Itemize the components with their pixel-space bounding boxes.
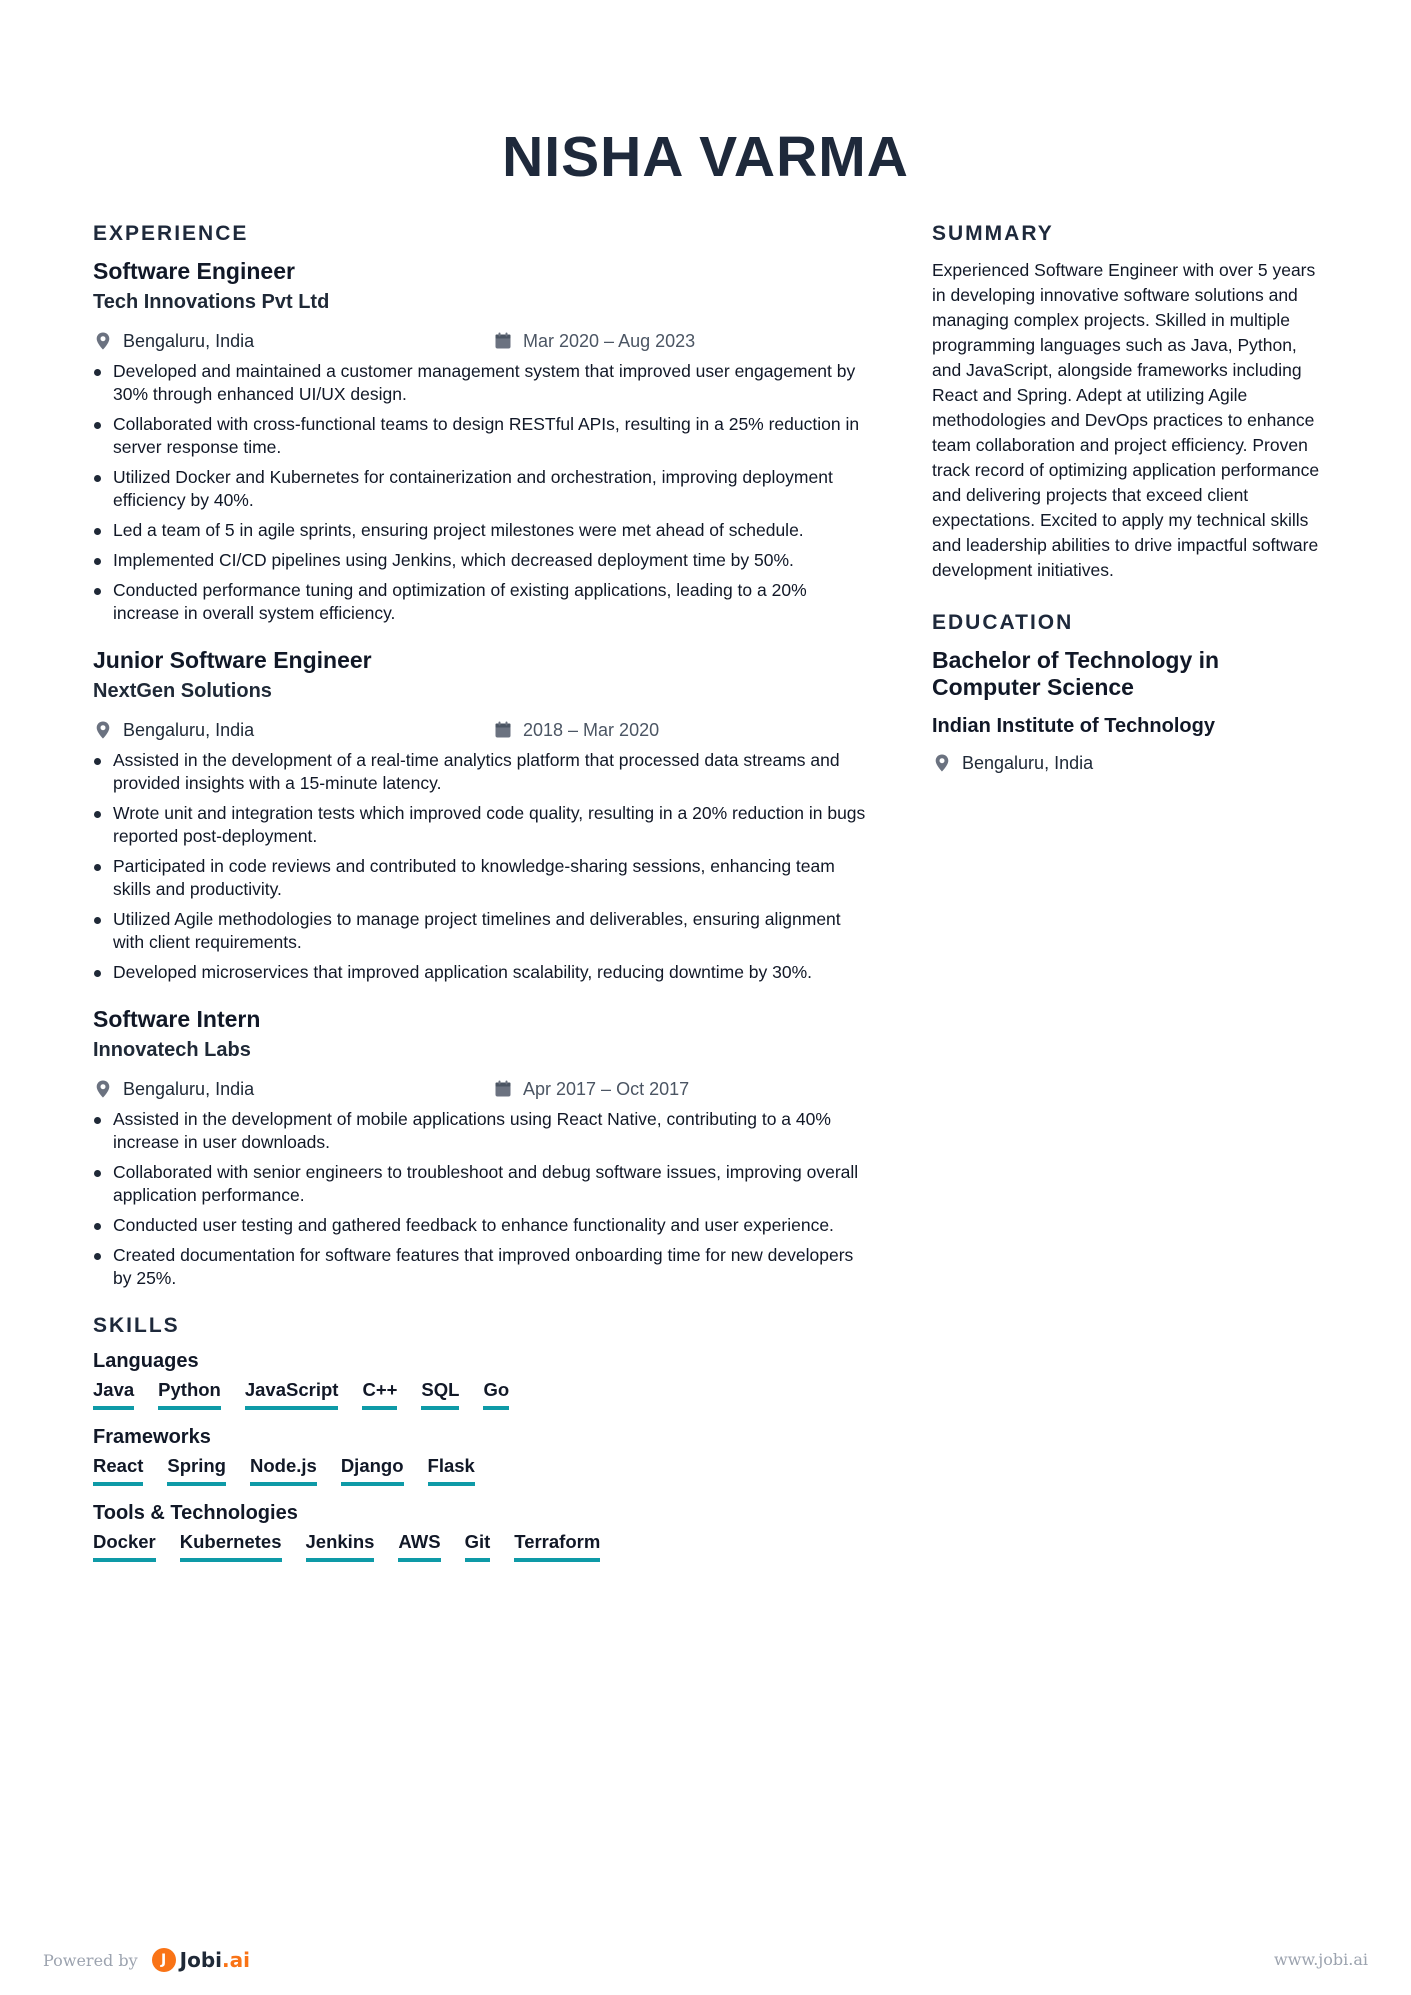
education-school: Indian Institute of Technology	[932, 715, 1215, 737]
location-pin-icon	[93, 331, 113, 351]
job-dates-text: Apr 2017 – Oct 2017	[523, 1078, 690, 1099]
job-company: Innovatech Labs	[93, 1039, 251, 1061]
job-bullet: Assisted in the development of a real-time analytics platform that processed data streams and provided insights with a 15-minute latency.	[93, 749, 873, 795]
skill-tag: Git	[465, 1531, 491, 1562]
education-degree: Bachelor of Technology in Computer Science	[932, 647, 1220, 700]
skill-tags	[93, 1531, 873, 1562]
skill-tag: Terraform	[514, 1531, 600, 1562]
skill-tag: React	[93, 1455, 143, 1486]
powered-by-text: Powered by	[43, 1950, 138, 1970]
skill-tags	[93, 1379, 873, 1410]
job-bullet: Created documentation for software features that improved onboarding time for new developers by 25%.	[93, 1244, 873, 1290]
job-title: Junior Software Engineer	[93, 647, 372, 673]
skill-tag: Kubernetes	[180, 1531, 282, 1562]
job-bullets	[93, 360, 873, 625]
jobi-logo-word: Jobi	[179, 1948, 222, 1972]
job-bullets	[93, 749, 873, 984]
job-bullet: Led a team of 5 in agile sprints, ensuring project milestones were met ahead of schedule.	[93, 519, 873, 542]
job-bullet: Collaborated with senior engineers to troubleshoot and debug software issues, improving overall application performance.	[93, 1161, 873, 1207]
job-company: NextGen Solutions	[93, 680, 272, 702]
job-bullet: Wrote unit and integration tests which improved code quality, resulting in a 20% reduction in bugs reported post-deployment.	[93, 802, 873, 848]
job-bullet: Collaborated with cross-functional teams to design RESTful APIs, resulting in a 25% reduction in server response time.	[93, 413, 873, 459]
skill-group	[93, 1426, 873, 1486]
education-heading: EDUCATION	[932, 611, 1074, 634]
skill-tag: Flask	[428, 1455, 475, 1486]
experience-item	[93, 1006, 873, 1290]
job-location-text: Bengaluru, India	[123, 719, 255, 740]
experience-item	[93, 647, 873, 984]
skill-group	[93, 1350, 873, 1410]
skill-tag: Django	[341, 1455, 404, 1486]
job-meta	[93, 1074, 873, 1104]
right-column	[932, 222, 1327, 782]
skill-tag: Docker	[93, 1531, 156, 1562]
education-meta	[932, 748, 1327, 778]
job-bullets	[93, 1108, 873, 1290]
location-pin-icon	[93, 1079, 113, 1099]
skill-tag: Java	[93, 1379, 134, 1410]
job-meta	[93, 715, 873, 745]
job-location	[93, 720, 493, 741]
location-pin-icon	[932, 753, 952, 773]
experience-heading: EXPERIENCE	[93, 222, 249, 245]
skill-group	[93, 1502, 873, 1562]
jobi-logo-icon: J	[152, 1948, 176, 1972]
job-bullet: Assisted in the development of mobile applications using React Native, contributing to a 40% increase in user downloads.	[93, 1108, 873, 1154]
skill-tag: Node.js	[250, 1455, 317, 1486]
skill-group-title: Languages	[93, 1350, 199, 1372]
calendar-icon	[493, 331, 513, 351]
skill-tag: JavaScript	[245, 1379, 339, 1410]
job-bullet: Utilized Docker and Kubernetes for containerization and orchestration, improving deployment efficiency by 40%.	[93, 466, 873, 512]
education-location	[932, 753, 1327, 774]
calendar-icon	[493, 720, 513, 740]
job-bullet: Developed microservices that improved application scalability, reducing downtime by 30%.	[93, 961, 873, 984]
job-company: Tech Innovations Pvt Ltd	[93, 291, 330, 313]
job-location-text: Bengaluru, India	[123, 330, 255, 351]
jobi-logo[interactable]	[152, 1948, 250, 1972]
footer-url[interactable]: www.jobi.ai	[1274, 1950, 1368, 1969]
calendar-icon	[493, 1079, 513, 1099]
job-title: Software Engineer	[93, 258, 295, 284]
job-bullet: Participated in code reviews and contributed to knowledge-sharing sessions, enhancing team skills and productivity.	[93, 855, 873, 901]
job-location-text: Bengaluru, India	[123, 1078, 255, 1099]
skill-tag: SQL	[421, 1379, 459, 1410]
job-bullet: Developed and maintained a customer management system that improved user engagement by 30% through enhanced UI/UX design.	[93, 360, 873, 406]
job-dates	[493, 1079, 689, 1100]
jobi-logo-suffix: .ai	[222, 1948, 250, 1972]
skill-tag: Python	[158, 1379, 221, 1410]
skill-tag: Go	[483, 1379, 509, 1410]
experience-item	[93, 258, 873, 625]
education-location-text: Bengaluru, India	[962, 752, 1094, 773]
job-dates-text: Mar 2020 – Aug 2023	[523, 330, 696, 351]
job-bullet: Conducted user testing and gathered feedback to enhance functionality and user experience.	[93, 1214, 873, 1237]
skill-tag: Spring	[167, 1455, 226, 1486]
location-pin-icon	[93, 720, 113, 740]
summary-heading: SUMMARY	[932, 222, 1054, 245]
job-dates	[493, 331, 695, 352]
job-meta	[93, 326, 873, 356]
job-title: Software Intern	[93, 1006, 261, 1032]
skills-heading: SKILLS	[93, 1314, 180, 1337]
resume-name: NISHA VARMA	[502, 125, 909, 189]
job-dates	[493, 720, 659, 741]
jobi-logo-text	[180, 1948, 250, 1972]
skill-tag: Jenkins	[306, 1531, 375, 1562]
left-column	[93, 222, 873, 1578]
summary-text: Experienced Software Engineer with over 5 years in developing innovative software solutions and managing complex projects. Skilled in multiple programming languages such as Java, Python, and JavaScript, alongside frameworks including React and Spring. Adept at utilizing Agile methodologies and DevOps practices to enhance team collaboration and project efficiency. Proven track record of optimizing application performance and delivering projects that exceed client expectations. Excited to apply my technical skills and leadership abilities to drive impactful software development initiatives.	[932, 260, 1320, 580]
job-bullet: Utilized Agile methodologies to manage project timelines and deliverables, ensuring alignment with client requirements.	[93, 908, 873, 954]
skill-tag: AWS	[398, 1531, 440, 1562]
skill-group-title: Tools & Technologies	[93, 1502, 298, 1524]
job-location	[93, 331, 493, 352]
skill-group-title: Frameworks	[93, 1426, 211, 1448]
experience-list	[93, 258, 873, 1290]
skills-section	[93, 1314, 873, 1562]
job-location	[93, 1079, 493, 1100]
skill-tag: C++	[362, 1379, 397, 1410]
job-dates-text: 2018 – Mar 2020	[523, 719, 660, 740]
skill-tags	[93, 1455, 873, 1486]
job-bullet: Implemented CI/CD pipelines using Jenkins, which decreased deployment time by 50%.	[93, 549, 873, 572]
skill-groups	[93, 1350, 873, 1562]
footer-powered-by	[43, 1948, 250, 1972]
job-bullet: Conducted performance tuning and optimization of existing applications, leading to a 20% increase in overall system efficiency.	[93, 579, 873, 625]
